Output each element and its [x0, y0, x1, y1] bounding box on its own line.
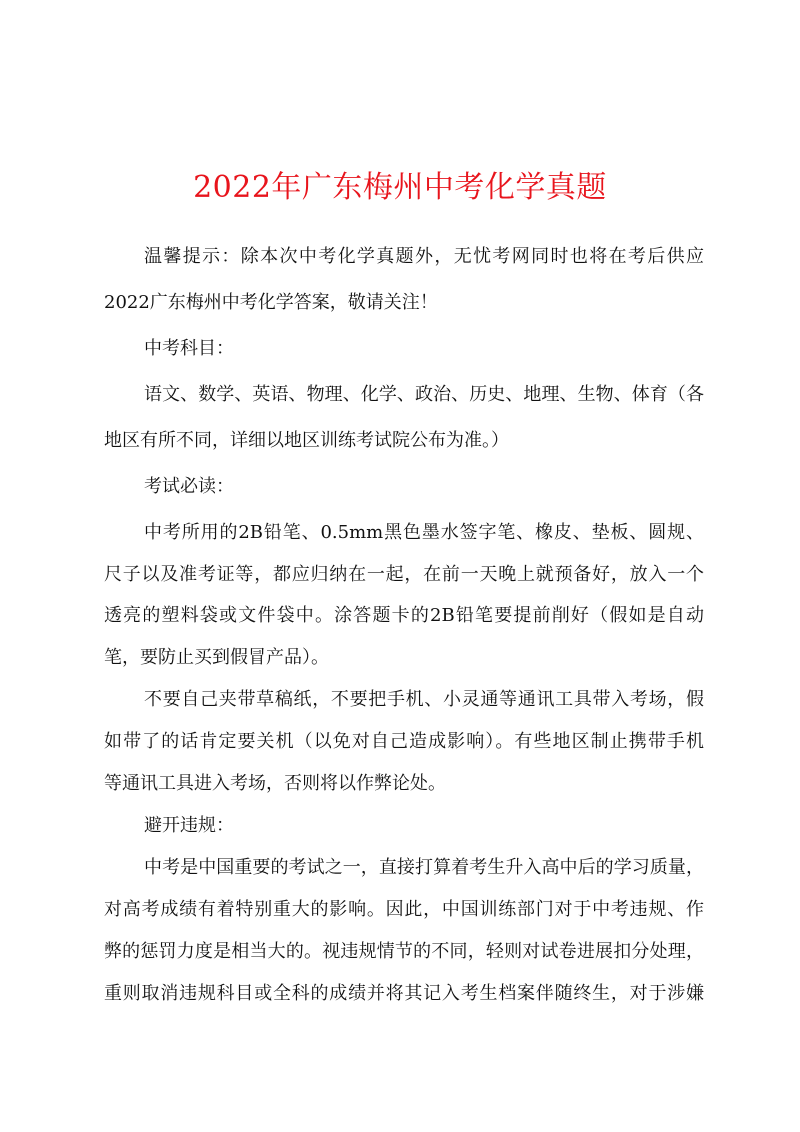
paragraph-line: 2022广东梅州中考化学答案，敬请关注！ — [104, 292, 438, 313]
paragraph-line: 避开违规： — [144, 815, 234, 836]
paragraph-line: 考试必读： — [144, 476, 234, 497]
paragraph-line: 不要自己夹带草稿纸，不要把手机、小灵通等通讯工具带入考场，假 — [144, 689, 704, 710]
document-title: 2022年广东梅州中考化学真题 — [193, 170, 607, 205]
paragraph-line: 对高考成绩有着特别重大的影响。因此，中国训练部门对于中考违规、作 — [104, 899, 704, 920]
paragraph-line: 笔，要防止买到假冒产品）。 — [104, 647, 329, 668]
paragraph-line: 透亮的塑料袋或文件袋中。涂答题卡的2B铅笔要提前削好（假如是自动 — [104, 605, 704, 626]
paragraph-line: 地区有所不同，详细以地区训练考试院公布为准。） — [104, 430, 509, 451]
paragraph-line: 尺子以及准考证等，都应归纳在一起，在前一天晚上就预备好，放入一个 — [104, 564, 704, 585]
paragraph-line: 如带了的话肯定要关机（以免对自己造成影响）。有些地区制止携带手机 — [104, 731, 704, 752]
paragraph-line: 中考所用的2B铅笔、0.5mm黑色墨水签字笔、橡皮、垫板、圆规、 — [144, 522, 704, 543]
paragraph-line: 重则取消违规科目或全科的成绩并将其记入考生档案伴随终生，对于涉嫌 — [104, 983, 704, 1004]
paragraph-line: 温馨提示：除本次中考化学真题外，无忧考网同时也将在考后供应 — [144, 246, 704, 267]
paragraph-line: 语文、数学、英语、物理、化学、政治、历史、地理、生物、体育（各 — [144, 384, 704, 405]
paragraph-line: 等通讯工具进入考场，否则将以作弊论处。 — [104, 773, 446, 794]
paragraph-line: 中考是中国重要的考试之一，直接打算着考生升入高中后的学习质量， — [144, 857, 704, 878]
paragraph-line: 弊的惩罚力度是相当大的。视违规情节的不同，轻则对试卷进展扣分处理， — [104, 941, 704, 962]
paragraph-line: 中考科目： — [144, 338, 234, 359]
